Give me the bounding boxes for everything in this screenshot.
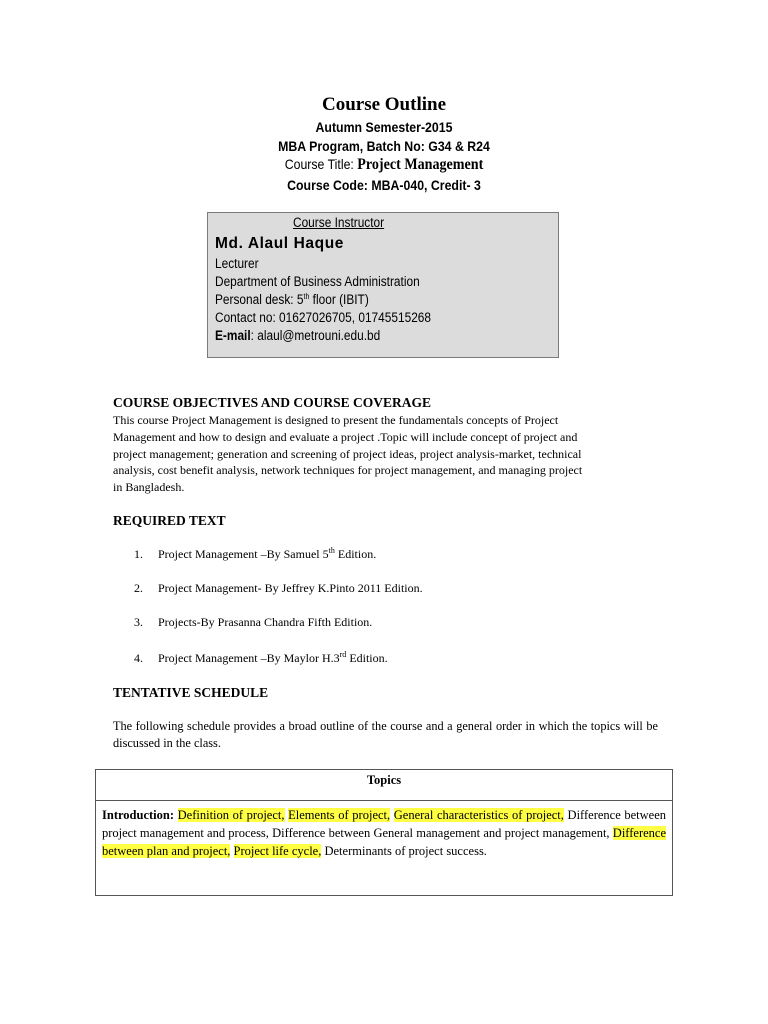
highlighted-topic: Difference between plan and project, [102, 826, 667, 858]
book-sup: rd [339, 650, 347, 659]
program-line: MBA Program, Batch No: G34 & R24 [278, 138, 490, 154]
instructor-role: Lecturer [215, 256, 259, 271]
row-label: Introduction: [102, 808, 175, 822]
highlighted-topic: Elements of project, [288, 808, 391, 822]
instructor-department: Department of Business Administration [215, 274, 420, 289]
topic-text: Determinants of project success. [324, 844, 487, 858]
objectives-line: analysis, cost benefit analysis, network techniques for project management, and managing project [113, 463, 583, 478]
semester-line: Autumn Semester-2015 [315, 119, 453, 135]
desk-suffix: floor (IBIT) [309, 292, 369, 307]
book-edition: Edition. [346, 651, 388, 665]
course-title-line [46, 156, 722, 174]
list-number: 2. [134, 581, 143, 595]
book-sup: th [328, 546, 335, 555]
list-number: 1. [134, 547, 143, 561]
objectives-paragraph [113, 412, 658, 496]
objectives-line: This course Project Management is designed to present the fundamentals concepts of Project [113, 413, 559, 427]
book-title: Project Management- By Jeffrey K.Pinto 2011 Edition. [158, 581, 423, 595]
list-number: 4. [134, 651, 143, 665]
course-title-value: Project Management [357, 156, 484, 173]
highlighted-topic: Project life cycle, [233, 844, 322, 858]
highlighted-topic: Definition of project, [177, 808, 285, 822]
instructor-contact: Contact no: 01627026705, 01745515268 [215, 310, 432, 325]
list-item [134, 651, 388, 666]
required-text-heading: REQUIRED TEXT [113, 513, 226, 528]
table-row [102, 806, 666, 860]
course-code-line: Course Code: MBA-040, Credit- 3 [287, 177, 481, 193]
book-title: Project Management –By Samuel 5 [158, 547, 329, 561]
objectives-heading: COURSE OBJECTIVES AND COURSE COVERAGE [113, 395, 432, 410]
list-item [134, 547, 376, 562]
instructor-heading: Course Instructor [293, 215, 385, 230]
email-value[interactable]: : alaul@metrouni.edu.bd [250, 328, 381, 343]
desk-sup: th [303, 292, 310, 301]
book-title: Project Management –By Maylor H.3 [158, 651, 340, 665]
course-title-label: Course Title: [284, 156, 358, 172]
objectives-line: Management and how to design and evaluate a project .Topic will include concept of project and [113, 429, 578, 444]
list-item [134, 581, 423, 596]
instructor-desk [215, 292, 369, 307]
instructor-name: Md. Alaul Haque [215, 235, 344, 252]
topic-text: Difference between project management and process, Difference between General management and project management, [102, 808, 667, 840]
desk-prefix: Personal desk: 5 [215, 292, 304, 307]
book-edition: Edition. [334, 547, 377, 561]
schedule-paragraph: The following schedule provides a broad outline of the course and a general order in which the topics will be discussed in the class. [113, 719, 658, 750]
document-title: Course Outline [321, 94, 447, 115]
instructor-email [215, 328, 380, 343]
instructor-box [207, 212, 559, 358]
highlighted-topic: General characteristics of project, [393, 808, 564, 822]
objectives-line: in Bangladesh. [113, 480, 185, 495]
list-item [134, 615, 372, 630]
objectives-line: project management; generation and screening of project ideas, project analysis-market, technical [113, 446, 582, 461]
email-label: E-mail [215, 328, 251, 343]
topics-table-header: Topics [96, 770, 672, 801]
list-number: 3. [134, 615, 143, 629]
topics-table [95, 769, 673, 896]
book-title: Projects-By Prasanna Chandra Fifth Edition. [158, 615, 373, 629]
schedule-heading: TENTATIVE SCHEDULE [113, 685, 269, 700]
